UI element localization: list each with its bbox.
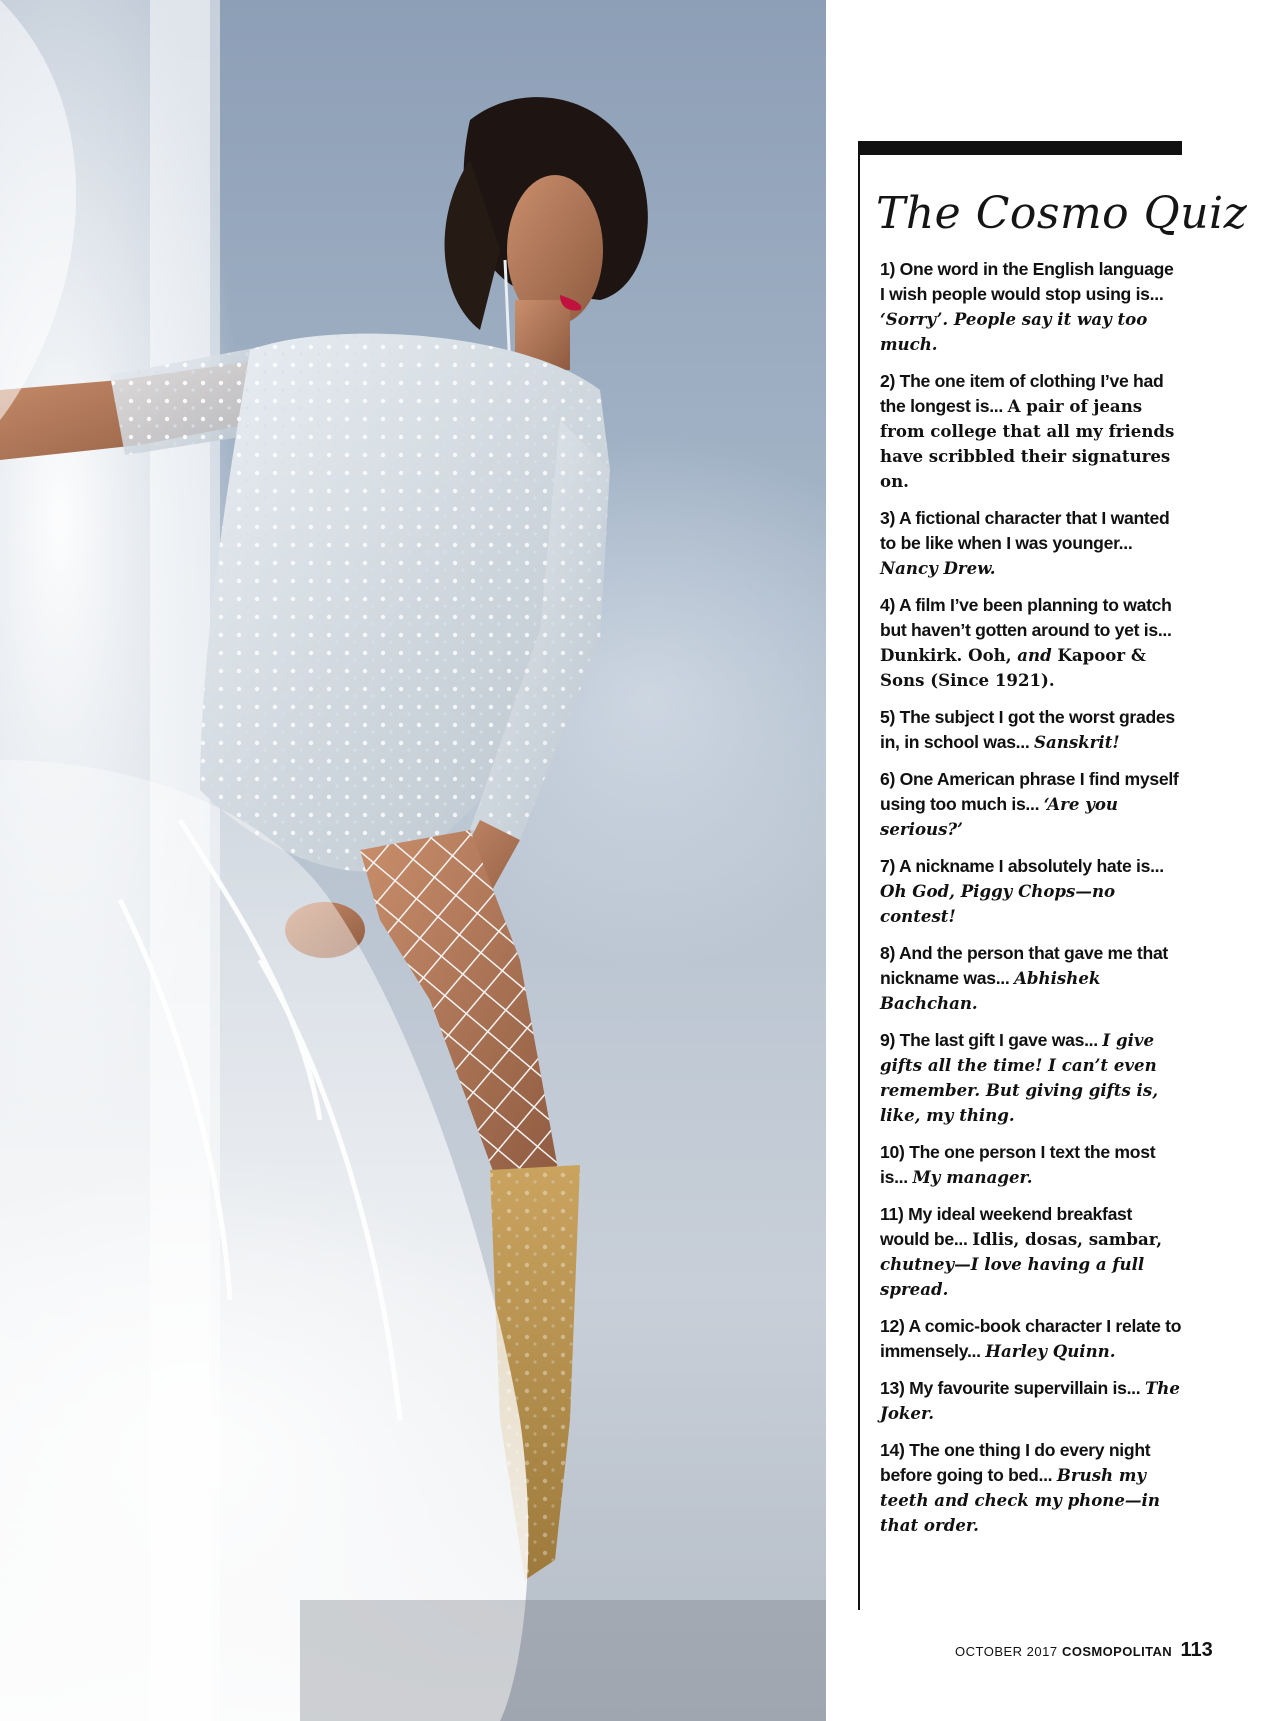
answer-italic: Brush my teeth and check my phone—in that order. xyxy=(880,1465,1160,1535)
question: 6) One American phrase I find myself using too much is... xyxy=(880,769,1179,814)
quiz-item xyxy=(880,1140,1182,1190)
quiz-item xyxy=(880,941,1182,1016)
question: 11) My ideal weekend breakfast would be... xyxy=(880,1204,1133,1249)
question: 4) A film I’ve been planning to watch but haven’t gotten around to yet is... xyxy=(880,595,1172,640)
answer-italic: Nancy Drew. xyxy=(880,558,996,578)
magazine-name: COSMOPOLITAN xyxy=(1062,1644,1173,1659)
question: 14) The one thing I do every night before going to bed... xyxy=(880,1440,1151,1485)
answer-italic: I give gifts all the time! I can’t even remember. But giving gifts is, like, my thing. xyxy=(880,1030,1158,1125)
question: 5) The subject I got the worst grades in, in school was... xyxy=(880,707,1175,752)
issue-date: OCTOBER 2017 xyxy=(955,1644,1058,1659)
column-rule-top xyxy=(860,141,1182,155)
answer-italic: Sanskrit! xyxy=(1034,732,1120,752)
answer-continued: Kapoor & Sons (Since 1921). xyxy=(880,645,1146,690)
quiz-list xyxy=(880,257,1182,1550)
answer-italic: chutney—I love having a full spread. xyxy=(880,1254,1145,1299)
quiz-title: The Cosmo Quiz xyxy=(876,188,1248,239)
answer-italic: The Joker. xyxy=(880,1378,1180,1423)
answer-italic: Oh God, Piggy Chops—no contest! xyxy=(880,881,1116,926)
quiz-item xyxy=(880,1202,1182,1302)
question: 8) And the person that gave me that nickname was... xyxy=(880,943,1168,988)
quiz-item xyxy=(880,369,1182,494)
quiz-item xyxy=(880,593,1182,693)
answer-italic: Harley Quinn. xyxy=(985,1341,1116,1361)
quiz-item xyxy=(880,854,1182,929)
answer-italic: ‘Sorry’. People say it way too much. xyxy=(880,309,1148,354)
answer: Idlis, dosas, sambar, xyxy=(972,1229,1163,1249)
page-number: 113 xyxy=(1180,1639,1213,1661)
question: 10) The one person I text the most is... xyxy=(880,1142,1156,1187)
quiz-item xyxy=(880,257,1182,357)
answer-italic: ‘Are you serious?’ xyxy=(880,794,1118,839)
quiz-item xyxy=(880,506,1182,581)
quiz-item xyxy=(880,705,1182,755)
question: 13) My favourite supervillain is... xyxy=(880,1378,1145,1398)
question: 9) The last gift I gave was... xyxy=(880,1030,1103,1050)
question: 2) The one item of clothing I’ve had the longest is... xyxy=(880,371,1164,416)
answer: A pair of jeans from college that all my friends have scribbled their signatures on. xyxy=(880,396,1175,491)
column-rule-vertical xyxy=(858,141,860,1610)
quiz-item xyxy=(880,1314,1182,1364)
answer-italic: My manager. xyxy=(912,1167,1033,1187)
quiz-item xyxy=(880,1028,1182,1128)
question: 3) A fictional character that I wanted to be like when I was younger... xyxy=(880,508,1170,553)
answer: Dunkirk. Ooh, xyxy=(880,645,1018,665)
quiz-item xyxy=(880,767,1182,842)
question: 1) One word in the English language I wish people would stop using is... xyxy=(880,259,1174,304)
answer-italic: and xyxy=(1017,645,1052,665)
question: 12) A comic-book character I relate to immensely... xyxy=(880,1316,1182,1361)
answer-italic: Abhishek Bachchan. xyxy=(880,968,1101,1013)
page-footer xyxy=(955,1639,1213,1662)
quiz-item xyxy=(880,1376,1182,1426)
quiz-item xyxy=(880,1438,1182,1538)
question: 7) A nickname I absolutely hate is... xyxy=(880,856,1164,876)
